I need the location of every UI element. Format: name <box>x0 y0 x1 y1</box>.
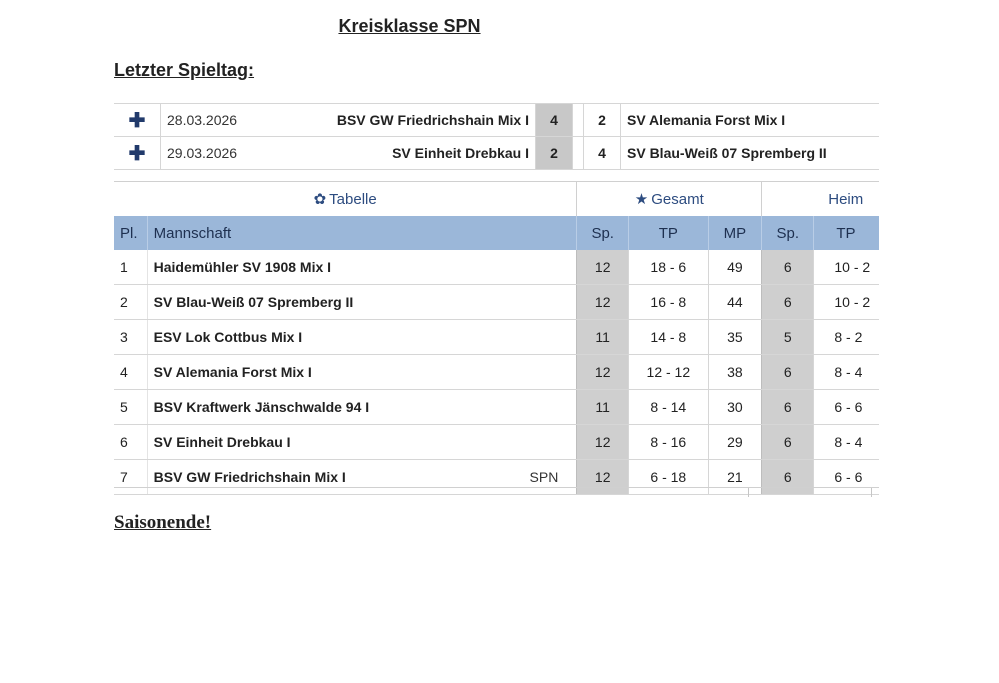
match-points: 38 <box>708 355 762 390</box>
standings-group-header <box>114 182 879 217</box>
match-points: 29 <box>708 425 762 460</box>
home-team: BSV GW Friedrichshain Mix I <box>323 104 536 137</box>
total-group-header[interactable]: ★ Gesamt <box>577 182 762 217</box>
match-points: 44 <box>708 285 762 320</box>
match-points: 30 <box>708 390 762 425</box>
match-points: 49 <box>708 250 762 285</box>
match-points: 21 <box>708 460 762 495</box>
team-name[interactable]: SV Einheit Drebkau I <box>147 425 460 460</box>
result-row[interactable] <box>114 137 879 170</box>
table-points: 8 - 14 <box>629 390 708 425</box>
rank: 6 <box>114 425 147 460</box>
home-table-points: 10 - 2 <box>814 285 879 320</box>
score-gap <box>573 137 584 170</box>
team-name[interactable]: ESV Lok Cottbus Mix I <box>147 320 460 355</box>
match-date: 29.03.2026 <box>161 137 324 170</box>
scroll-tick <box>748 488 749 497</box>
rank: 2 <box>114 285 147 320</box>
table-row[interactable] <box>114 460 879 495</box>
team-tag: SPN <box>460 460 576 495</box>
table-points: 6 - 18 <box>629 460 708 495</box>
match-points: 35 <box>708 320 762 355</box>
rank: 7 <box>114 460 147 495</box>
games-played: 12 <box>577 460 629 495</box>
home-games-played: 6 <box>762 250 814 285</box>
team-tag <box>460 355 576 390</box>
result-row[interactable] <box>114 104 879 137</box>
rank: 5 <box>114 390 147 425</box>
table-row[interactable] <box>114 390 879 425</box>
away-score: 4 <box>584 137 621 170</box>
table-viewport <box>114 0 879 683</box>
table-points: 12 - 12 <box>629 355 708 390</box>
home-games-played: 5 <box>762 320 814 355</box>
team-name[interactable]: Haidemühler SV 1908 Mix I <box>147 250 460 285</box>
table-row[interactable] <box>114 355 879 390</box>
col-tp[interactable]: TP <box>629 216 708 250</box>
star-icon: ★ <box>634 191 649 208</box>
home-team: SV Einheit Drebkau I <box>323 137 536 170</box>
team-tag <box>460 285 576 320</box>
col-mp[interactable]: MP <box>708 216 762 250</box>
rank: 4 <box>114 355 147 390</box>
team-name[interactable]: BSV GW Friedrichshain Mix I <box>147 460 460 495</box>
home-games-played: 6 <box>762 355 814 390</box>
results-table <box>114 103 879 170</box>
team-tag <box>460 425 576 460</box>
table-row[interactable] <box>114 320 879 355</box>
home-table-points: 8 - 4 <box>814 425 879 460</box>
home-table-points: 8 - 4 <box>814 355 879 390</box>
table-bottom-rule <box>114 487 879 488</box>
season-end-text: Saisonende! <box>114 512 212 533</box>
away-team: SV Blau-Weiß 07 Spremberg II <box>621 137 880 170</box>
home-table-points: 10 - 2 <box>814 250 879 285</box>
last-matchday-heading: Letzter Spieltag: <box>114 60 255 80</box>
gear-icon: ✿ <box>313 191 327 208</box>
games-played: 12 <box>577 425 629 460</box>
rank: 3 <box>114 320 147 355</box>
team-name[interactable]: SV Alemania Forst Mix I <box>147 355 460 390</box>
rank: 1 <box>114 250 147 285</box>
games-played: 12 <box>577 355 629 390</box>
home-table-points: 8 - 2 <box>814 320 879 355</box>
col-home-sp[interactable]: Sp. <box>762 216 814 250</box>
plus-icon[interactable]: ✚ <box>114 104 161 137</box>
col-team[interactable]: Mannschaft <box>147 216 577 250</box>
page-title: Kreisklasse SPN <box>338 16 481 36</box>
away-team: SV Alemania Forst Mix I <box>621 104 880 137</box>
home-score: 4 <box>536 104 573 137</box>
games-played: 11 <box>577 320 629 355</box>
match-date: 28.03.2026 <box>161 104 324 137</box>
home-games-played: 6 <box>762 460 814 495</box>
home-games-played: 6 <box>762 390 814 425</box>
home-games-played: 6 <box>762 285 814 320</box>
col-home-tp[interactable]: TP <box>814 216 879 250</box>
table-points: 16 - 8 <box>629 285 708 320</box>
team-tag <box>460 390 576 425</box>
standings-column-header <box>114 216 879 250</box>
home-score: 2 <box>536 137 573 170</box>
standings-table <box>114 181 879 495</box>
table-group-header[interactable]: ✿ Tabelle <box>114 182 577 217</box>
team-tag <box>460 320 576 355</box>
games-played: 12 <box>577 250 629 285</box>
away-score: 2 <box>584 104 621 137</box>
home-games-played: 6 <box>762 425 814 460</box>
team-name[interactable]: BSV Kraftwerk Jänschwalde 94 I <box>147 390 460 425</box>
table-row[interactable] <box>114 285 879 320</box>
team-tag <box>460 250 576 285</box>
table-points: 8 - 16 <box>629 425 708 460</box>
scroll-tick <box>871 488 872 497</box>
home-table-points: 6 - 6 <box>814 460 879 495</box>
col-pl[interactable]: Pl. <box>114 216 147 250</box>
table-points: 18 - 6 <box>629 250 708 285</box>
team-name[interactable]: SV Blau-Weiß 07 Spremberg II <box>147 285 460 320</box>
table-row[interactable] <box>114 425 879 460</box>
col-sp[interactable]: Sp. <box>577 216 629 250</box>
plus-icon[interactable]: ✚ <box>114 137 161 170</box>
games-played: 11 <box>577 390 629 425</box>
table-row[interactable] <box>114 250 879 285</box>
table-points: 14 - 8 <box>629 320 708 355</box>
home-group-header[interactable]: Heim <box>762 182 879 217</box>
score-gap <box>573 104 584 137</box>
games-played: 12 <box>577 285 629 320</box>
home-table-points: 6 - 6 <box>814 390 879 425</box>
